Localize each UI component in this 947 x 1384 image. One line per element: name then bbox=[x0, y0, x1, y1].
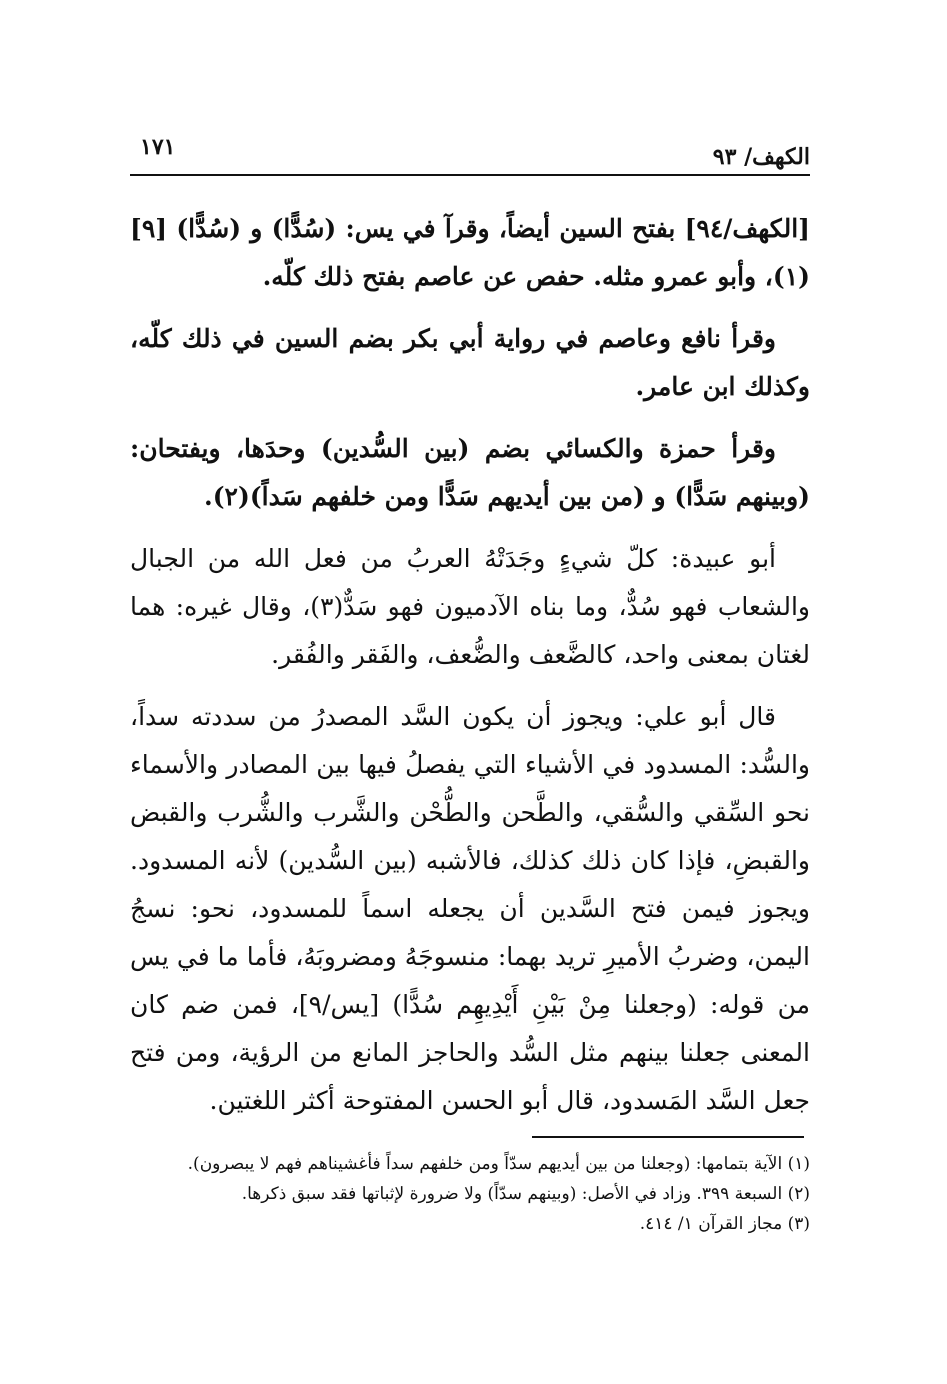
paragraph-readings-3: وقرأ حمزة والكسائي بضم (بين السُّدين) وحدَها، ويفتحان: (وبينهم سَدًّا) و (من بين أيديهم سَدًّا ومن خلفهم سَداً)(٢). bbox=[130, 434, 810, 511]
main-text bbox=[130, 205, 810, 1139]
paragraph-readings-1: [الكهف/٩٤] بفتح السين أيضاً، وقرآ في يس: (سُدًّا) و (سُدًّا) [٩](١)، وأبو عمرو مثله. حفص عن عاصم بفتح ذلك كلّه. bbox=[130, 214, 810, 291]
footnote-3: (٣) مجاز القرآن ١/ ٤١٤. bbox=[639, 1214, 810, 1234]
header-rule bbox=[130, 174, 810, 176]
footnote-2: (٢) السبعة ٣٩٩. وزاد في الأصل: (وبينهم سدّاً) ولا ضرورة لإثباتها فقد سبق ذكرها. bbox=[241, 1184, 810, 1204]
footnote-1: (١) الآية بتمامها: (وجعلنا من بين أيديهم سدّاً ومن خلفهم سداً فأغشيناهم فهم لا يبصرون). bbox=[187, 1154, 810, 1174]
footnote-separator bbox=[532, 1136, 804, 1138]
chapter-verse-heading: الكهف/ ٩٣ bbox=[712, 144, 810, 170]
page-number: ١٧١ bbox=[140, 134, 176, 160]
paragraph-abu-ubayda: أبو عبيدة: كلّ شيءٍ وجَدَتْهُ العربُ من فعل الله من الجبال والشعاب فهو سُدٌّ، وما بناه الآدميون فهو سَدٌّ(٣)، وقال غيره: هما لغتان بمعنى واحد، كالضَّعف والضُّعف، والفَقر والفُقر. bbox=[130, 544, 810, 669]
paragraph-abu-ali: قال أبو علي: ويجوز أن يكون السَّد المصدرُ من سددته سداً، والسُّد: المسدود في الأشياء التي يفصلُ فيها بين المصادر والأسماء نحو السِّقي والسُّقي، والطَّحن والطُّحْن والشَّرب والشُّرب والقبض والقبضِ، فإذا كان ذلك كذلك، فالأشبه (بين السُّدين) لأنه المسدود. ويجوز فيمن فتح السَّدين أن يجعله اسماً للمسدود، نحو: نسجُ اليمن، وضربُ الأميرِ تريد بهما: منسوجَهُ ومضروبَهُ، فأما ما في يس من قوله: (وجعلنا مِنْ بَيْنِ أَيْدِيهِم سُدًّا) [يس/٩]، فمن ضم كان المعنى جعلنا بينهم مثل السُّد والحاجز المانع من الرؤية، ومن فتح جعل السَّد المَسدود، قال أبو الحسن المفتوحة أكثر اللغتين. bbox=[130, 702, 810, 1115]
footnotes bbox=[130, 1150, 810, 1240]
running-header bbox=[130, 118, 810, 178]
paragraph-readings-2: وقرأ نافع وعاصم في رواية أبي بكر بضم السين في ذلك كلّه، وكذلك ابن عامر. bbox=[130, 324, 810, 401]
